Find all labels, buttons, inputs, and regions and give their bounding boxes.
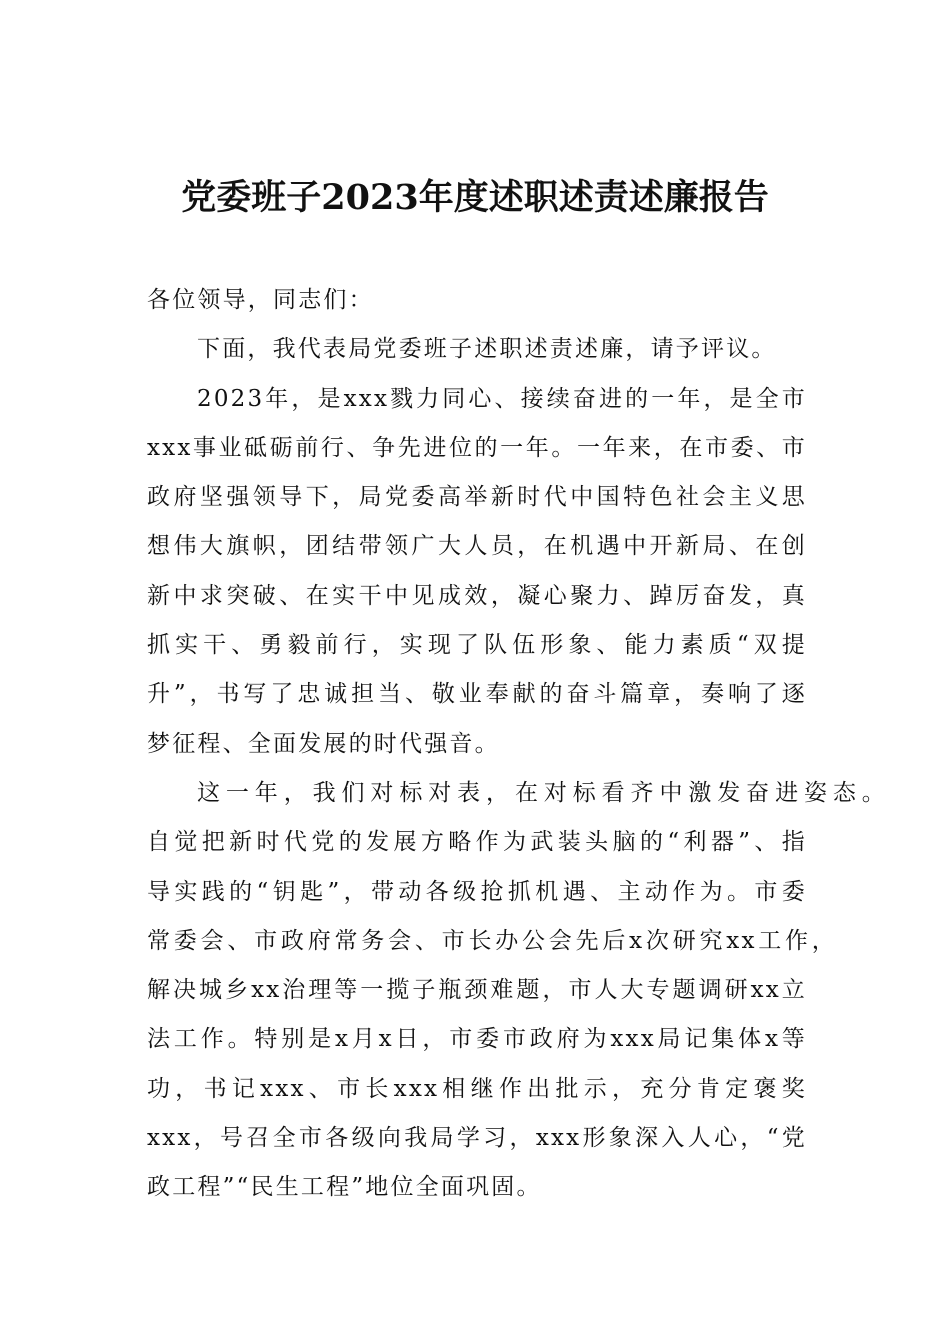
paragraph-3-line-9: 政工程”“民生工程”地位全面巩固。 (147, 1174, 542, 1201)
paragraph-2-line-7: 升”，书写了忠诚担当、敬业奉献的奋斗篇章，奏响了逐 (147, 681, 807, 708)
paragraph-3-line-2: 自觉把新时代党的发展方略作为武装头脑的“利器”、指 (147, 829, 807, 856)
paragraph-1-line-1: 下面，我代表局党委班子述职述责述廉，请予评议。 (197, 336, 777, 363)
paragraph-2-line-8: 梦征程、全面发展的时代强音。 (147, 730, 500, 757)
paragraph-3-line-6: 法工作。特别是x月x日，市委市政府为xxx局记集体x等 (147, 1026, 807, 1053)
paragraph-3-line-4: 常委会、市政府常务会、市长办公会先后x次研究xx工作， (147, 927, 837, 954)
paragraph-2-line-5: 新中求突破、在实干中见成效，凝心聚力、踔厉奋发，真 (147, 582, 807, 609)
greeting-line: 各位领导，同志们： (147, 287, 374, 313)
paragraph-3-line-7: 功，书记xxx、市长xxx相继作出批示，充分肯定褒奖 (147, 1075, 807, 1102)
paragraph-2-line-2: xxx事业砥砺前行、争先进位的一年。一年来，在市委、市 (147, 434, 807, 461)
paragraph-3-line-5: 解决城乡xx治理等一揽子瓶颈难题，市人大专题调研xx立 (147, 977, 807, 1004)
paragraph-2-line-6: 抓实干、勇毅前行，实现了队伍形象、能力素质“双提 (147, 632, 807, 659)
paragraph-2-line-4: 想伟大旗帜，团结带领广大人员，在机遇中开新局、在创 (147, 533, 807, 560)
paragraph-3-line-8: xxx，号召全市各级向我局学习，xxx形象深入人心，“党 (147, 1125, 807, 1152)
document-title: 党委班子2023年度述职述责述廉报告 (181, 177, 769, 218)
paragraph-3-line-1: 这一年，我们对标对表，在对标看齐中激发奋进姿态。 (197, 779, 887, 806)
paragraph-2-line-1: 2023年，是xxx戮力同心、接续奋进的一年，是全市 (197, 385, 807, 412)
paragraph-2-line-3: 政府坚强领导下，局党委高举新时代中国特色社会主义思 (147, 484, 807, 511)
document-body (147, 276, 887, 1213)
paragraph-3-line-3: 导实践的“钥匙”，带动各级抢抓机遇、主动作为。市委 (147, 878, 807, 905)
